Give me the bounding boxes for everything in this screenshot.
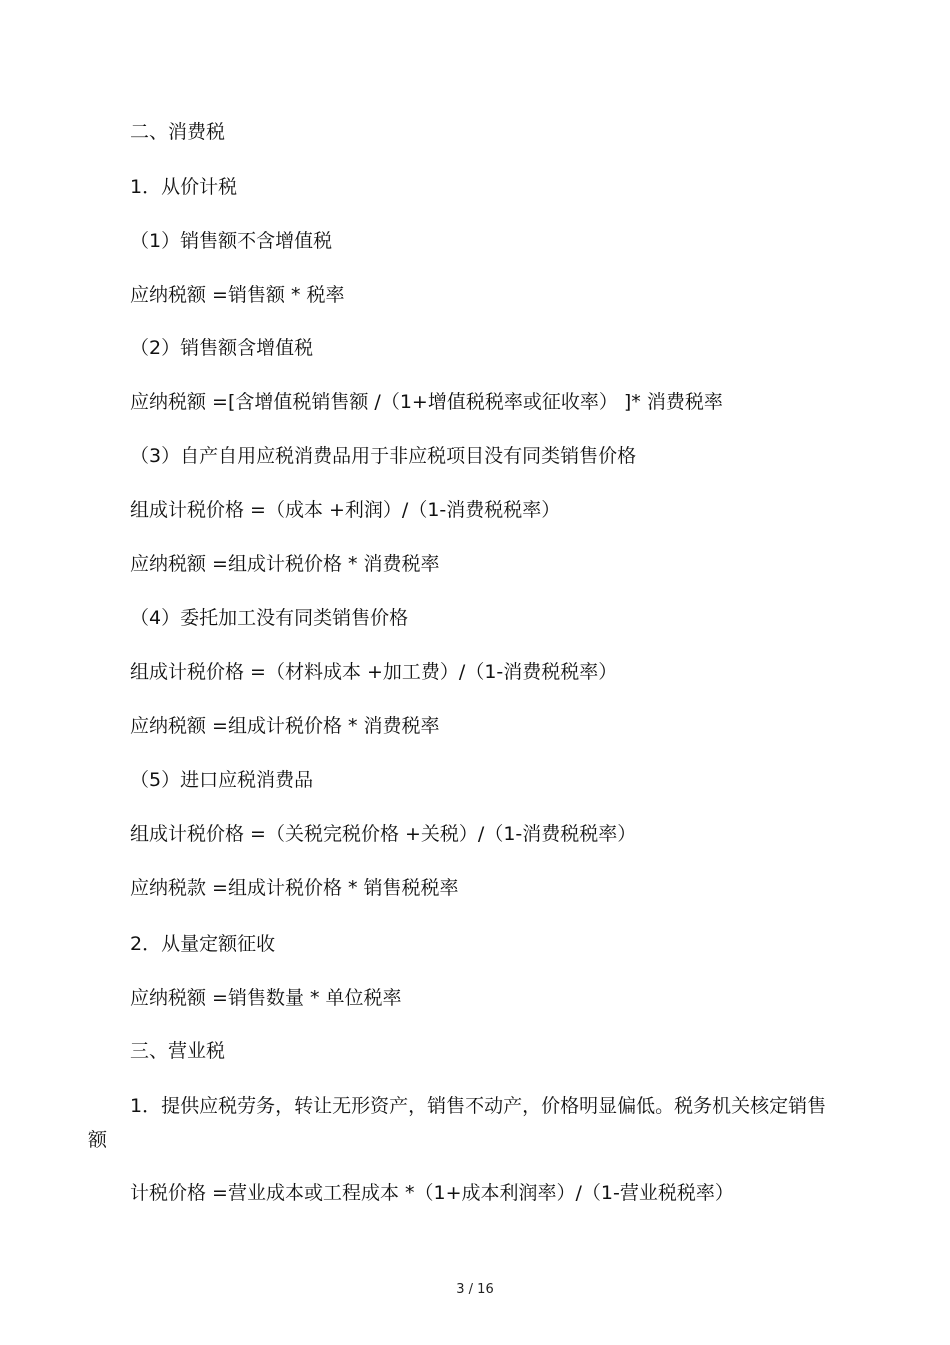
subheading-ad-valorem: 1．从价计税: [130, 176, 238, 198]
formula-line: 计税价格 =营业成本或工程成本 *（1+成本利润率）/（1-营业税税率）: [130, 1182, 734, 1204]
formula-line: 组成计税价格 =（关税完税价格 +关税）/（1-消费税税率）: [130, 823, 637, 845]
item-heading-1: （1）销售额不含增值税: [130, 230, 333, 252]
formula-line: 组成计税价格 =（成本 +利润）/（1-消费税税率）: [130, 499, 561, 521]
item-heading-5: （5）进口应税消费品: [130, 769, 314, 791]
formula-line: 应纳税额 =销售额 * 税率: [130, 284, 345, 306]
section-heading-business-tax: 三、营业税: [130, 1040, 226, 1062]
formula-line: 应纳税款 =组成计税价格 * 销售税税率: [130, 877, 459, 899]
item-heading-4: （4）委托加工没有同类销售价格: [130, 607, 409, 629]
formula-line: 应纳税额 =销售数量 * 单位税率: [130, 987, 402, 1009]
paragraph-business-tax: 1．提供应税劳务，转让无形资产，销售不动产，价格明显偏低。税务机关核定销售额: [88, 1095, 827, 1151]
formula-line: 应纳税额 =组成计税价格 * 消费税率: [130, 715, 440, 737]
subheading-specific-tax: 2．从量定额征收: [130, 933, 276, 955]
page-number: 3 / 16: [456, 1282, 494, 1297]
formula-line: 应纳税额 =[含增值税销售额 /（1+增值税税率或征收率） ]* 消费税率: [130, 391, 723, 413]
item-heading-2: （2）销售额含增值税: [130, 337, 314, 359]
formula-line: 应纳税额 =组成计税价格 * 消费税率: [130, 553, 440, 575]
formula-line: 组成计税价格 =（材料成本 +加工费）/（1-消费税税率）: [130, 661, 618, 683]
section-heading-consumption-tax: 二、消费税: [130, 121, 226, 143]
item-heading-3: （3）自产自用应税消费品用于非应税项目没有同类销售价格: [130, 445, 637, 467]
